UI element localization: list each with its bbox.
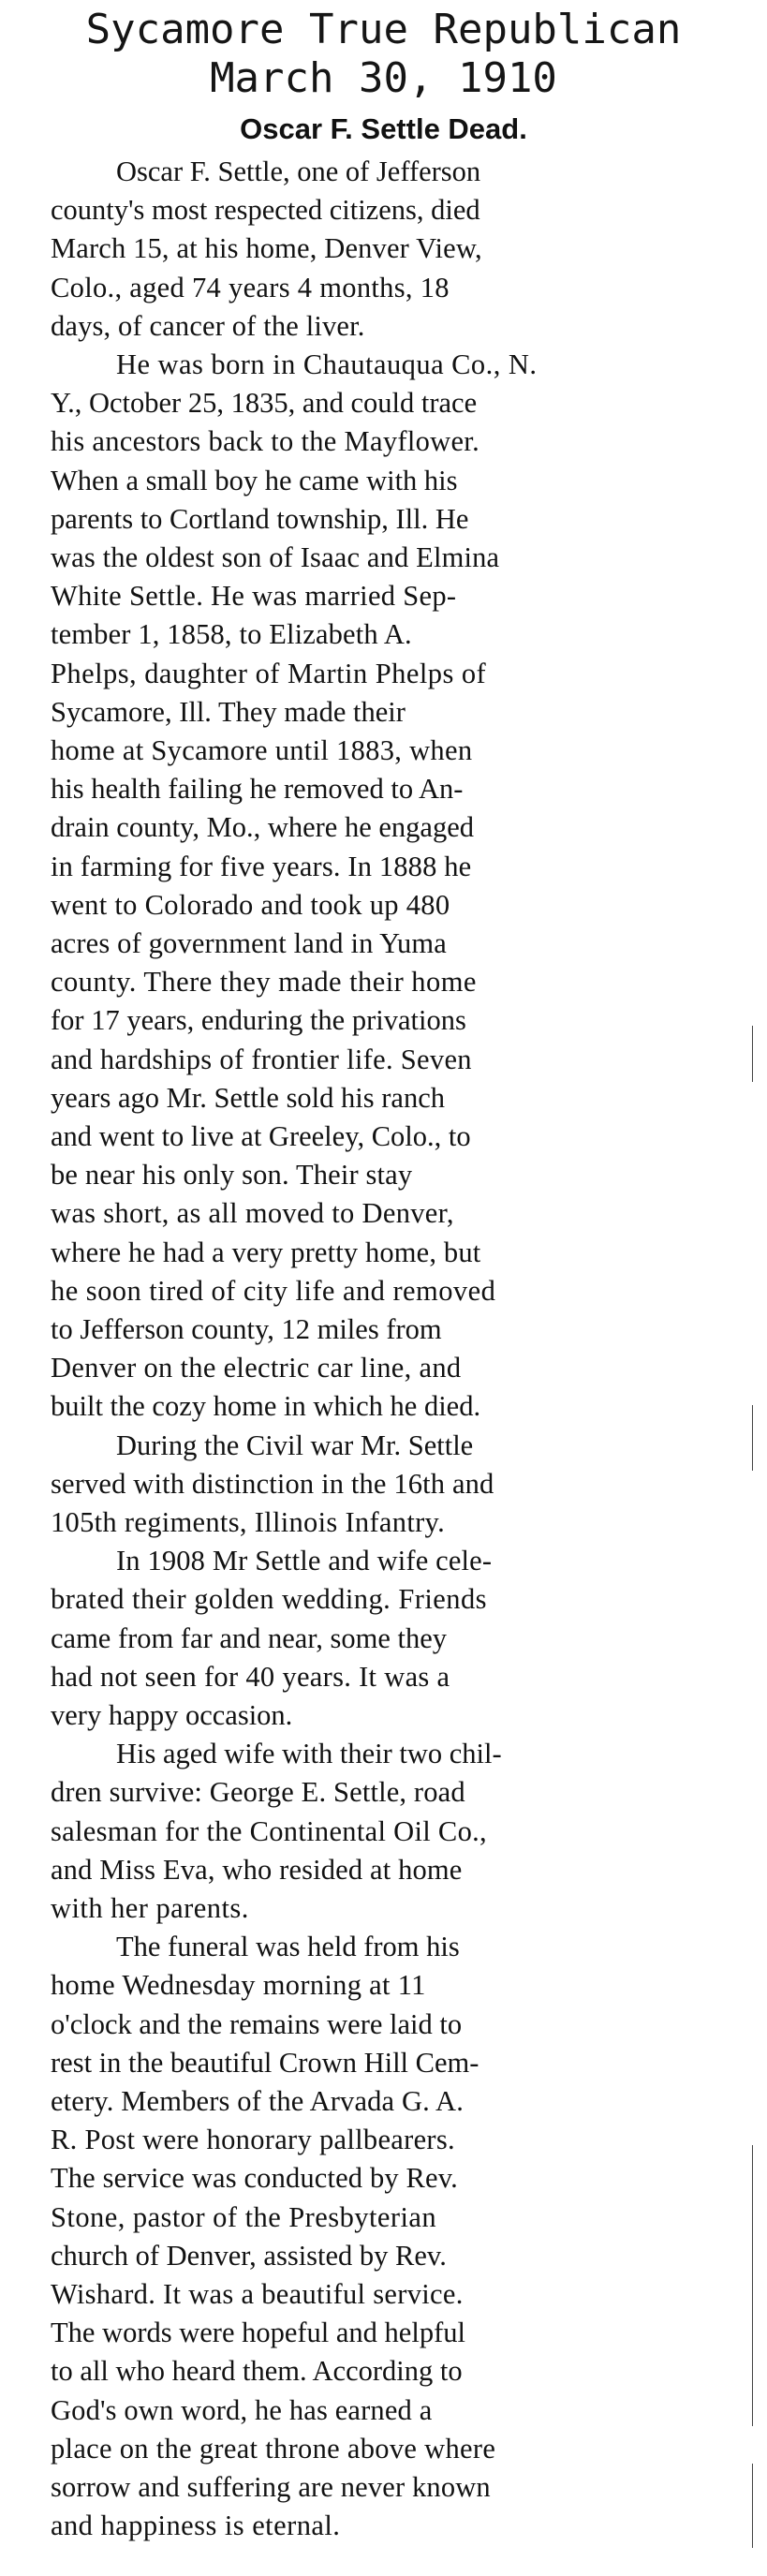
column-rule [752,1405,753,1471]
article-line: Sycamore, Ill. They made their [51,696,406,728]
column-rule [752,2464,753,2548]
article-line: The funeral was held from his [116,1931,460,1962]
article-line: brated their golden wedding. Friends [51,1583,487,1615]
article-line: 105th regiments, Illinois Infantry. [51,1506,446,1538]
article-line: went to Colorado and took up 480 [51,889,450,921]
article-line: with her parents. [51,1892,249,1924]
article-line: and Miss Eva, who resided at home [51,1854,463,1886]
article-line: served with distinction in the 16th and [51,1468,494,1500]
article-line: The service was conducted by Rev. [51,2162,458,2194]
article-line: where he had a very pretty home, but [51,1236,481,1268]
article-line: very happy occasion. [51,1699,293,1731]
article-line: In 1908 Mr Settle and wife cele- [116,1545,493,1577]
article-line: and went to live at Greeley, Colo., to [51,1120,471,1152]
article-line: salesman for the Continental Oil Co., [51,1815,487,1847]
article-line: came from far and near, some they [51,1622,448,1654]
article-line: drain county, Mo., where he engaged [51,811,474,843]
article-line: acres of government land in Yuma [51,927,447,959]
article-line: Oscar F. Settle, one of Jefferson [116,155,481,187]
article-line: o'clock and the remains were laid to [51,2008,463,2040]
article-line: March 15, at his home, Denver View, [51,232,482,264]
article-line: and hardships of frontier life. Seven [51,1044,472,1075]
article-line: sorrow and suffering are never known [51,2471,491,2503]
article-line: God's own word, he has earned a [51,2394,433,2426]
article-line: had not seen for 40 years. It was a [51,1661,450,1693]
column-rule [752,1026,753,1082]
article-line: R. Post were honorary pallbearers. [51,2124,455,2155]
article-line: When a small boy he came with his [51,465,458,496]
article-line: The words were hopeful and helpful [51,2317,465,2348]
article-line: place on the great throne above where [51,2433,496,2465]
article-line: days, of cancer of the liver. [51,310,365,342]
article-line: for 17 years, enduring the privations [51,1004,466,1036]
article-line: to all who heard them. According to [51,2355,463,2387]
article-line: years ago Mr. Settle sold his ranch [51,1082,445,1114]
article-line: Wishard. It was a beautiful service. [51,2278,464,2310]
article-line: tember 1, 1858, to Elizabeth A. [51,618,412,650]
article-headline: Oscar F. Settle Dead. [240,112,527,145]
article-line: rest in the beautiful Crown Hill Cem- [51,2047,479,2079]
article-line: etery. Members of the Arvada G. A. [51,2085,465,2117]
article-line: Denver on the electric car line, and [51,1352,462,1384]
article-line: was short, as all moved to Denver, [51,1197,454,1229]
article-line: to Jefferson county, 12 miles from [51,1313,442,1345]
column-rule [752,2145,753,2426]
newspaper-name: Sycamore True Republican [85,6,682,53]
article-line: home Wednesday morning at 11 [51,1969,426,2001]
article-line: Colo., aged 74 years 4 months, 18 [51,272,450,303]
article-line: Y., October 25, 1835, and could trace [51,387,478,419]
article-line: was the oldest son of Isaac and Elmina [51,541,500,573]
article-line: parents to Cortland township, Ill. He [51,503,469,535]
article-line: and happiness is eternal. [51,2509,341,2541]
article-line: county's most respected citizens, died [51,194,480,226]
article-line: During the Civil war Mr. Settle [116,1429,474,1461]
article-line: dren survive: George E. Settle, road [51,1776,465,1808]
publication-date: March 30, 1910 [210,54,557,102]
article-line: he soon tired of city life and removed [51,1275,496,1307]
article-line: He was born in Chautauqua Co., N. [116,348,538,380]
article-line: his health failing he removed to An- [51,773,464,805]
article-line: his ancestors back to the Mayflower. [51,425,480,457]
article-line: be near his only son. Their stay [51,1159,413,1191]
article-line: White Settle. He was married Sep- [51,580,457,612]
article-line: Stone, pastor of the Presbyterian [51,2201,437,2233]
article-line: built the cozy home in which he died. [51,1390,481,1422]
article-line: county. There they made their home [51,966,477,998]
article-line: in farming for five years. In 1888 he [51,851,472,882]
article-line: His aged wife with their two chil- [116,1738,502,1769]
article-line: home at Sycamore until 1883, when [51,734,473,766]
article-line: Phelps, daughter of Martin Phelps of [51,658,487,689]
article-line: church of Denver, assisted by Rev. [51,2240,447,2272]
